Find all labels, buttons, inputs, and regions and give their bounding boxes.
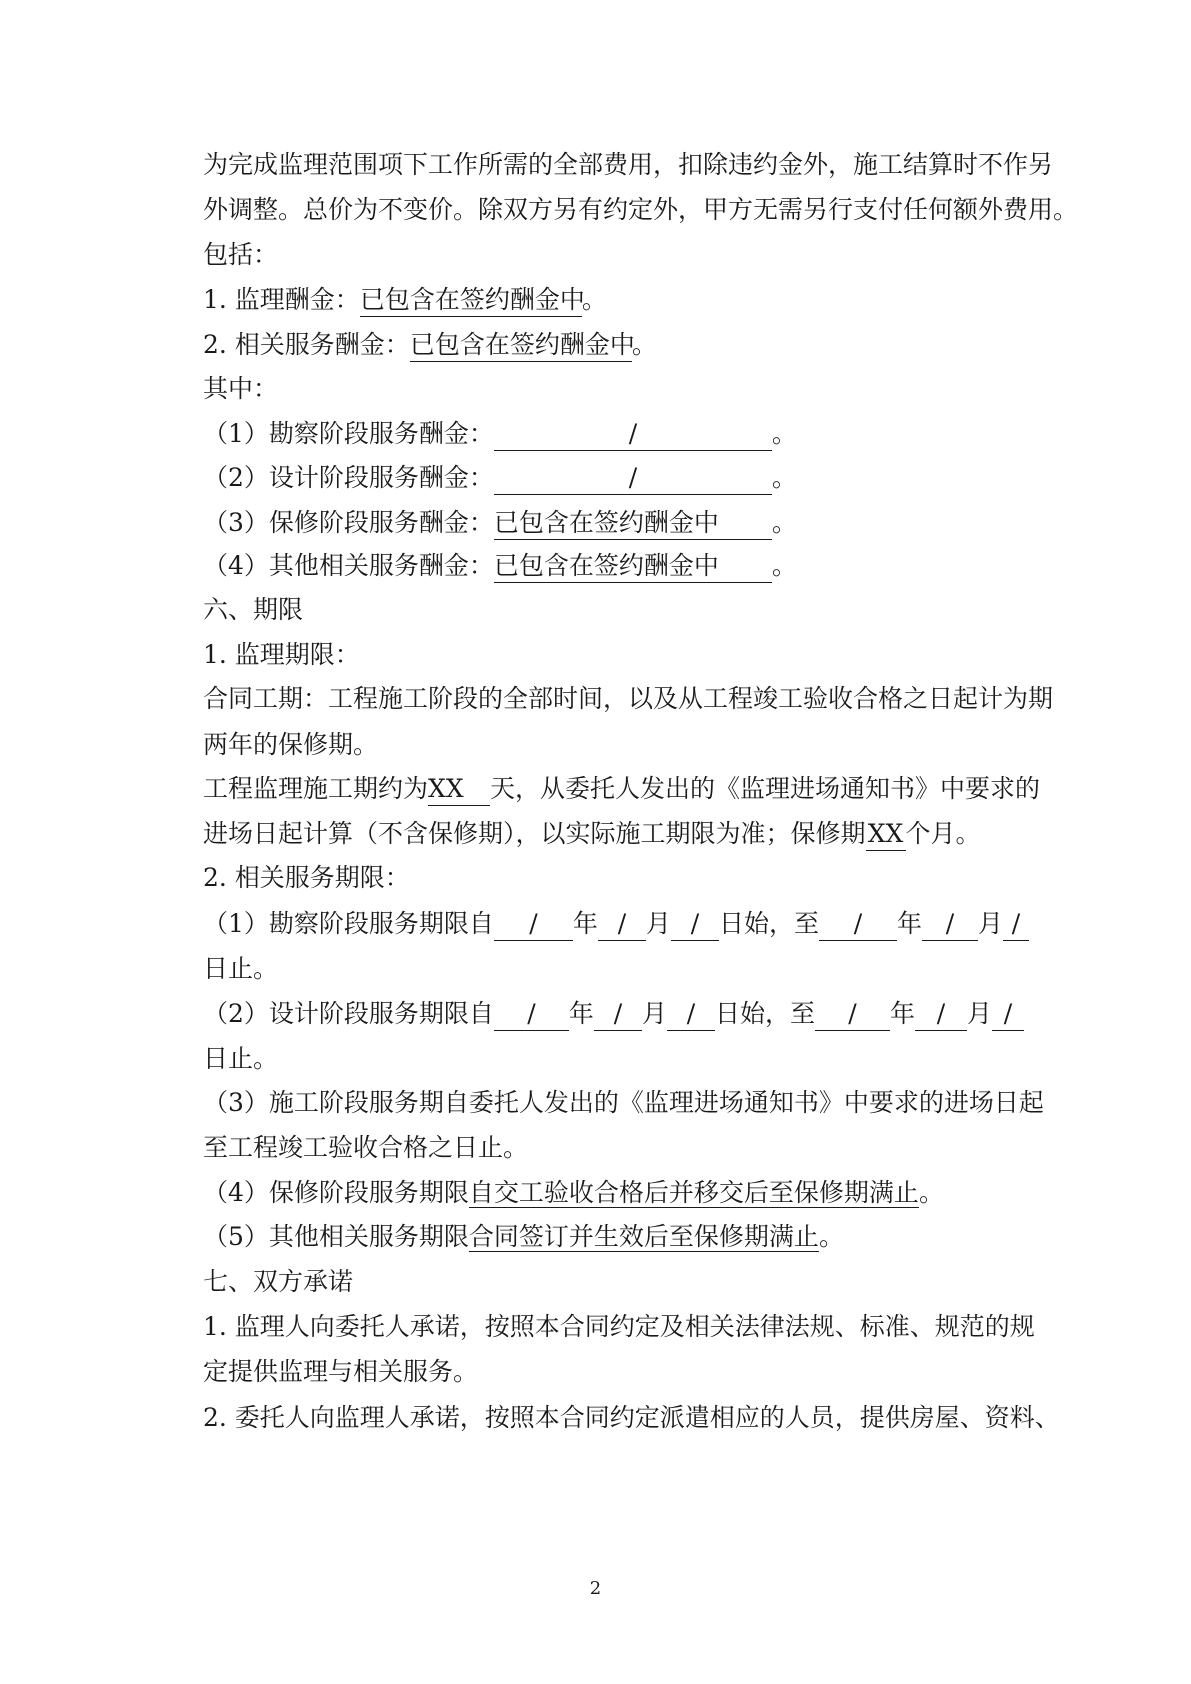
design-start-year: / bbox=[494, 998, 569, 1031]
paragraph-contract-period-line-1 bbox=[203, 681, 1054, 717]
text: 2. 委托人向监理人承诺，按照本合同约定派遣相应的人员，提供房屋、资料、 bbox=[203, 1403, 1060, 1432]
design-start-day: / bbox=[667, 998, 715, 1031]
paragraph-includes bbox=[203, 237, 1006, 273]
item-warranty-term bbox=[203, 1175, 1006, 1211]
period: 。 bbox=[581, 285, 607, 314]
item-survey-term bbox=[203, 906, 1021, 942]
text: 工程监理施工期约为 bbox=[203, 774, 429, 803]
text: 外调整。总价为不变价。除双方另有约定外，甲方无需另行支付任何额外费用。 bbox=[203, 195, 1079, 224]
text: 年 bbox=[889, 999, 915, 1028]
supervision-fee-value: 已包含在签约酬金中 bbox=[360, 284, 582, 317]
text: 为完成监理范围项下工作所需的全部费用，扣除违约金外，施工结算时不作另 bbox=[203, 150, 1054, 179]
related-service-fee-value: 已包含在签约酬金中 bbox=[410, 329, 632, 362]
survey-fee-value: / bbox=[494, 418, 772, 451]
label: 2. 相关服务酬金： bbox=[203, 330, 410, 359]
item-supervision-term bbox=[203, 637, 1006, 673]
paragraph-fee-scope-line-2 bbox=[203, 192, 1079, 228]
text: （2）设计阶段服务期限自 bbox=[203, 999, 494, 1028]
item-construction-term-line-1 bbox=[203, 1085, 1044, 1121]
item-construction-term-line-2 bbox=[203, 1130, 1006, 1166]
design-end-day: / bbox=[992, 998, 1024, 1031]
paragraph-among bbox=[203, 371, 1006, 407]
text: 个月。 bbox=[905, 819, 981, 848]
label: （3）保修阶段服务酬金： bbox=[203, 508, 494, 537]
item-supervisor-promise-line-1 bbox=[203, 1309, 1035, 1345]
text: （5）其他相关服务期限 bbox=[203, 1222, 469, 1251]
other-fee-value: 已包含在签约酬金中 bbox=[494, 550, 772, 583]
survey-start-month: / bbox=[598, 908, 646, 941]
label: （2）设计阶段服务酬金： bbox=[203, 463, 494, 492]
text: （4）保修阶段服务期限 bbox=[203, 1178, 469, 1207]
item-survey-fee bbox=[203, 416, 1006, 452]
item-design-fee bbox=[203, 460, 1006, 496]
label: （4）其他相关服务酬金： bbox=[203, 551, 494, 580]
text: 年 bbox=[568, 999, 594, 1028]
duration-days-value: XX bbox=[428, 773, 490, 806]
item-related-service-term bbox=[203, 860, 1006, 896]
design-end-month: / bbox=[915, 998, 967, 1031]
text: 月 bbox=[641, 999, 667, 1028]
text: （1）勘察阶段服务期限自 bbox=[203, 909, 494, 938]
text: 1. 监理期限： bbox=[203, 640, 360, 669]
warranty-fee-value: 已包含在签约酬金中 bbox=[494, 507, 772, 540]
item-supervisor-promise-line-2 bbox=[203, 1354, 1006, 1390]
page-number: 2 bbox=[589, 1578, 602, 1599]
item-design-term-end bbox=[203, 1041, 1006, 1077]
text: 至工程竣工验收合格之日止。 bbox=[203, 1133, 529, 1162]
paragraph-duration-line-2 bbox=[203, 816, 1006, 852]
text: 月 bbox=[966, 999, 992, 1028]
label: （1）勘察阶段服务酬金： bbox=[203, 419, 494, 448]
warranty-months-value: XX bbox=[866, 818, 906, 851]
text: 2. 相关服务期限： bbox=[203, 863, 410, 892]
period: 。 bbox=[771, 551, 797, 580]
design-start-month: / bbox=[594, 998, 642, 1031]
text: 月 bbox=[645, 909, 671, 938]
period: 。 bbox=[771, 463, 797, 492]
section-title-term bbox=[203, 592, 1006, 628]
survey-end-month: / bbox=[922, 908, 978, 941]
text: 日止。 bbox=[203, 1044, 279, 1073]
period: 。 bbox=[631, 330, 657, 359]
survey-start-day: / bbox=[671, 908, 719, 941]
text: 天，从委托人发出的《监理进场通知书》中要求的 bbox=[490, 774, 1041, 803]
section-title-commitments bbox=[203, 1264, 1006, 1300]
text: 日始，至 bbox=[714, 999, 815, 1028]
period: 。 bbox=[771, 419, 797, 448]
text: 合同工期：工程施工阶段的全部时间，以及从工程竣工验收合格之日起计为期 bbox=[203, 684, 1054, 713]
paragraph-contract-period-line-2 bbox=[203, 727, 1006, 763]
item-related-service-fee bbox=[203, 327, 1006, 363]
warranty-term-value: 自交工验收合格后并移交后至保修期满止 bbox=[468, 1178, 919, 1207]
text: （3）施工阶段服务期自委托人发出的《监理进场通知书》中要求的进场日起 bbox=[203, 1088, 1044, 1117]
paragraph-fee-scope-line-1 bbox=[203, 147, 1054, 183]
item-other-term bbox=[203, 1219, 1006, 1255]
text: 日止。 bbox=[203, 954, 279, 983]
text: 其中： bbox=[203, 374, 279, 403]
survey-end-day: / bbox=[1003, 908, 1029, 941]
text: 六、期限 bbox=[203, 595, 304, 624]
text: 两年的保修期。 bbox=[203, 730, 379, 759]
text: 包括： bbox=[203, 240, 279, 269]
item-warranty-fee bbox=[203, 505, 1006, 541]
text: 年 bbox=[896, 909, 922, 938]
text: 日始，至 bbox=[718, 909, 819, 938]
period: 。 bbox=[771, 508, 797, 537]
text: 1. 监理人向委托人承诺，按照本合同约定及相关法律法规、标准、规范的规 bbox=[203, 1312, 1035, 1341]
design-end-year: / bbox=[815, 998, 890, 1031]
text: 年 bbox=[572, 909, 598, 938]
item-client-promise-line-1 bbox=[203, 1400, 1060, 1436]
paragraph-duration-line-1 bbox=[203, 771, 1041, 807]
text: 七、双方承诺 bbox=[203, 1267, 354, 1296]
design-fee-value: / bbox=[494, 462, 772, 495]
survey-end-year: / bbox=[819, 908, 897, 941]
item-supervision-fee bbox=[203, 282, 1006, 318]
text: 定提供监理与相关服务。 bbox=[203, 1357, 479, 1386]
period: 。 bbox=[918, 1178, 944, 1207]
label: 1. 监理酬金： bbox=[203, 285, 360, 314]
item-survey-term-end bbox=[203, 951, 1006, 987]
item-other-fee bbox=[203, 548, 1006, 584]
item-design-term bbox=[203, 996, 1013, 1032]
text: 进场日起计算（不含保修期），以实际施工期限为准；保修期 bbox=[203, 819, 866, 848]
survey-start-year: / bbox=[494, 908, 573, 941]
period: 。 bbox=[818, 1222, 844, 1251]
other-term-value: 合同签订并生效后至保修期满止 bbox=[468, 1222, 819, 1251]
text: 月 bbox=[977, 909, 1003, 938]
